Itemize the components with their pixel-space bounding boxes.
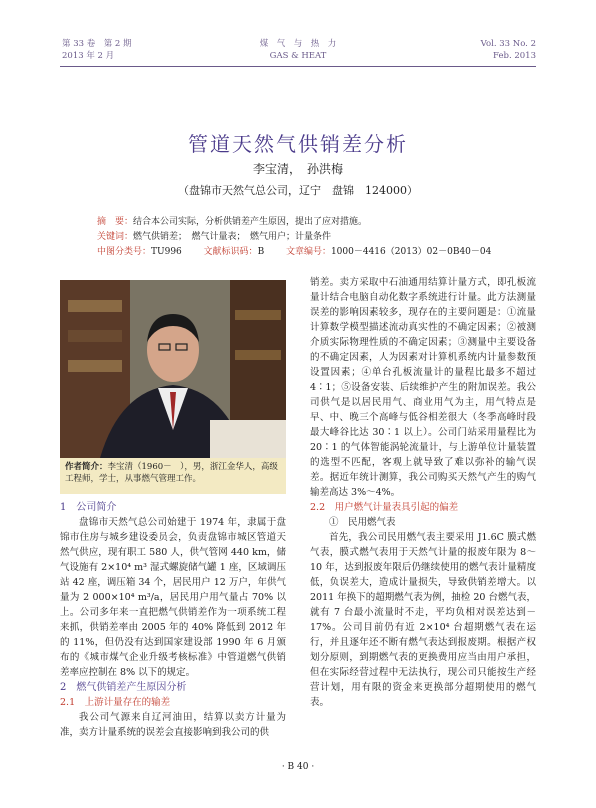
journal-name-en: GAS & HEAT xyxy=(269,51,327,61)
classification xyxy=(97,246,491,258)
left-column xyxy=(60,500,286,740)
article-affiliation: （盘锦市天然气总公司，辽宁 盘锦 124000） xyxy=(178,184,418,197)
abstract xyxy=(97,216,367,228)
class-value: TU996 xyxy=(151,247,182,257)
subsection-heading-residential: ① 民用燃气表 xyxy=(329,517,396,528)
abstract-label: 摘 要： xyxy=(97,217,134,227)
right-column xyxy=(310,275,536,710)
abstract-text: 结合本公司实际，分析供销差产生原因，提出了应对措施。 xyxy=(133,217,368,227)
header-rule xyxy=(60,66,536,67)
issue-volume: 第 33 卷 第 2 期 xyxy=(62,39,132,49)
article-title: 管道天然气供销差分析 xyxy=(188,132,408,156)
article-authors: 李宝清， 孙洪梅 xyxy=(252,162,343,176)
author-bio-text: 李宝清（1960－ ），男，浙江金华人，高级工程师，学士，从事燃气管理工作。 xyxy=(65,462,278,484)
doc-label: 文献标识码： xyxy=(203,247,258,257)
keywords-label: 关键词： xyxy=(97,232,134,242)
doc-value: B xyxy=(257,247,265,257)
issue-date-en: Feb. 2013 xyxy=(493,51,536,61)
journal-issue-en xyxy=(481,38,536,62)
page-number: · B 40 · xyxy=(281,762,315,772)
subsection-heading-2-2: 2.2 用户燃气计量表具引起的偏差 xyxy=(310,502,459,513)
issue-volume-en: Vol. 33 No. 2 xyxy=(480,39,536,49)
paragraph-upstream-cont: 销差。卖方采取中石油通用结算计量方式，即孔板流量计结合电脑自动化数字系统进行计量。此方法测量误差的影响因素较多，现存在的主要问题是：①流量计算数学模型描述流动真实性的不确定因素；②被测介质实际物理性质的不确定因素；③测量中主要设备的不确定因素，人为因素对计算机系统内计量参数预设置因素；④单台孔板流量计的量程比最多不超过 4∶1；⑤设备安装、后续维护产生的附加误差。我公司供气是以居民用气、商业用气为主，用气特点是早、中、晚三个高峰与低谷相差很大（冬季高峰时段最大峰谷比达 30∶1 以上）。公司门站采用量程比为 20∶1 的气体智能涡轮流量计，与上游单位计量装置的选型不匹配，客观上就导致了难以弥补的输气误差。据近年统计测算，我公司购买天然气产生的购气输差高达 3%～4%。 xyxy=(310,277,536,498)
keywords xyxy=(97,231,331,243)
issue-date: 2013 年 2 月 xyxy=(62,51,115,61)
section-heading-1: 1 公司简介 xyxy=(60,502,117,513)
article-number-label: 文章编号： xyxy=(285,247,331,257)
author-bio xyxy=(60,458,286,494)
author-bio-label: 作者简介： xyxy=(65,462,108,472)
class-label: 中图分类号： xyxy=(97,247,152,257)
keywords-text: 燃气供销差； 燃气计量表； 燃气用户；计量条件 xyxy=(133,232,332,242)
paragraph-company: 盘锦市天然气总公司始建于 1974 年，隶属于盘锦市住房与城乡建设委员会，负责盘锦市城区管道天然气供应，现有职工 580 人，供气管网 440 km，储气设施有 2×10⁴ m³ 湿式螺旋储气罐 1 座，区域调压站 42 座，调压箱 34 个，居民用户 12 万户，年供气量为 2 000×10⁴ m³/a，居民用户用气量占 70% 以上。公司多年来一直把燃气供销差作为一项系统工程来抓，供销差率由 2005 年的 40% 降低到 2012 年的 11%，但仍没有达到国家建设部 1990 年 6 月颁布的《城市煤气企业升级考核标准》中管道燃气供销差率应控制在 8% 以下的规定。 xyxy=(60,517,286,678)
author-photo xyxy=(60,280,286,458)
section-heading-2: 2 燃气供销差产生原因分析 xyxy=(60,682,187,693)
paragraph-upstream: 我公司气源来自辽河油田，结算以卖方计量为准，卖方计量系统的误差会直接影响到我公司的供 xyxy=(60,712,286,738)
subsection-heading-2-1: 2.1 上游计量存在的输差 xyxy=(60,697,171,708)
author-photo-image xyxy=(60,280,286,458)
paragraph-residential: 首先，我公司民用燃气表主要采用 J1.6C 膜式燃气表，膜式燃气表用于天然气计量的报废年限为 8～10 年，达到报废年限后仍继续使用的燃气表计量精度低，负误差大，造成计量损失，导致供销差增大。以 2011 年换下的超期燃气表为例，抽检 20 台燃气表，就有 7 台最小流量时不走，平均负相对误差达到－17%。公司目前仍有近 2×10⁴ 台超期燃气表在运行，并且逐年还不断有燃气表达到报废期。根据产权划分原则，到期燃气表的更换费用应当由用户承担，但在实际经营过程中无法执行，现公司只能按生产经营计划，用有限的资金来更换部分超期使用的燃气表。 xyxy=(310,532,536,708)
article-number-value: 1000－4416（2013）02－0B40－04 xyxy=(330,247,492,257)
journal-name-cn: 煤 气 与 热 力 xyxy=(259,39,337,49)
